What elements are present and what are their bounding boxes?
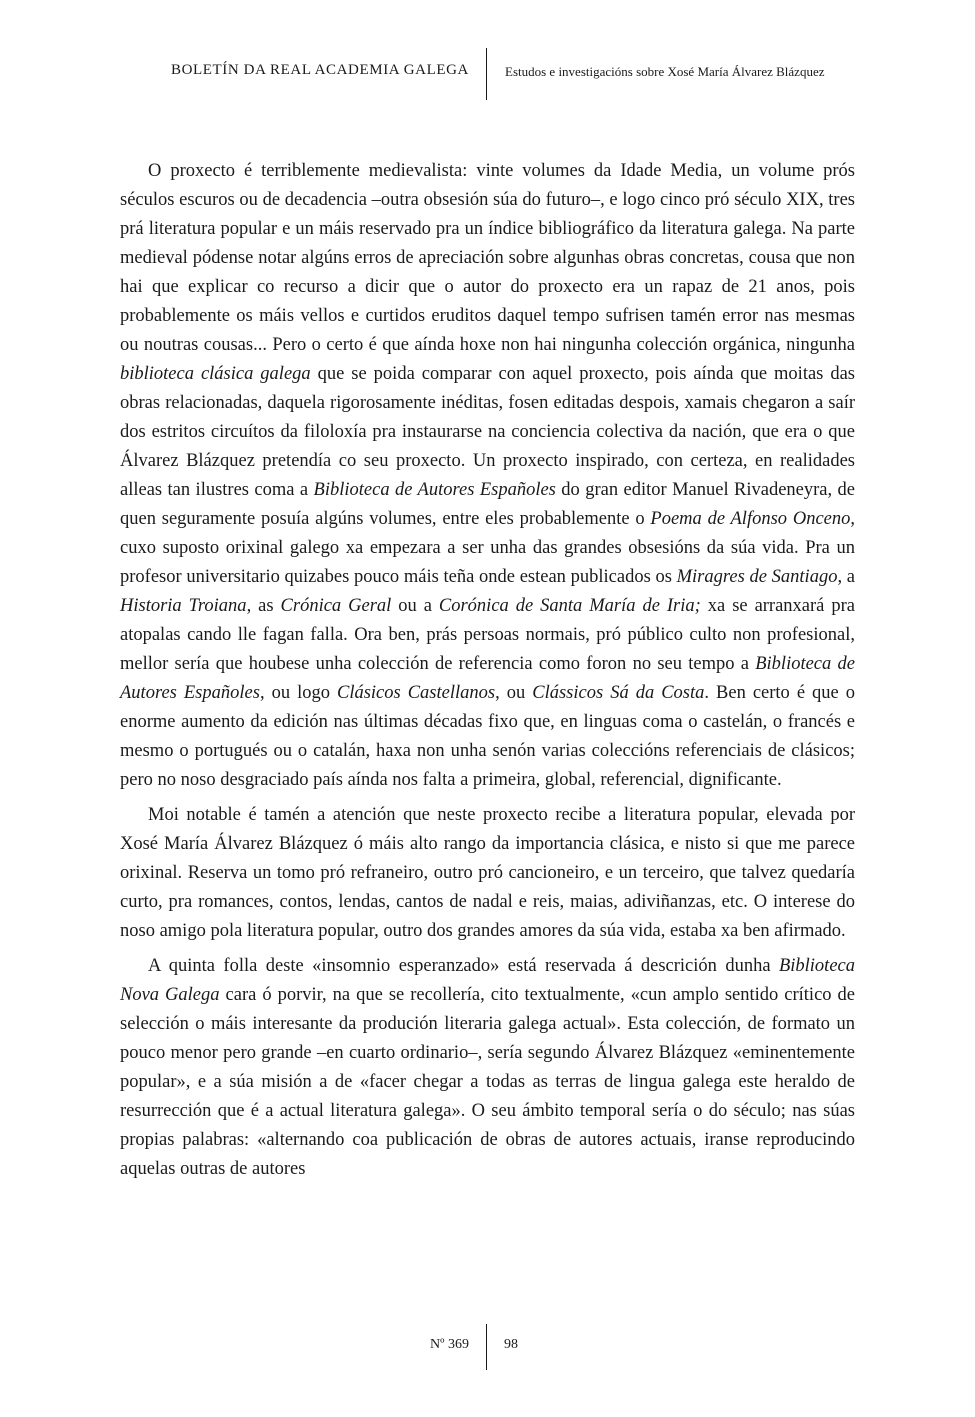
page-number: 98 (504, 1337, 518, 1352)
text-run: . Ben certo é que o enorme aumento da edición nas últimas décadas fixo que, en linguas coma o castelán, o francés e mesmo o portugués ou o catalán, haxa non unha senón varias coleccións referenciais de clásicos; pero no noso desgraciado país aínda nos falta a primeira, global, referencial, dignificante. (120, 683, 856, 790)
italic-title: Miragres de Santiago (676, 567, 838, 587)
text-run: , as (246, 596, 281, 616)
article-body (120, 157, 855, 1190)
section-title: Estudos e investigacións sobre Xosé María Álvarez Blázquez (505, 64, 825, 79)
text-run: , ou (495, 683, 533, 703)
paragraph (120, 801, 855, 946)
header-divider (486, 48, 487, 100)
italic-title: Biblioteca de Autores Españoles (313, 480, 556, 500)
italic-title: Clásicos Castellanos (336, 683, 496, 703)
paragraph (120, 157, 855, 795)
italic-title: Corónica de Santa María de Iria; (438, 596, 701, 616)
italic-title: Poema de Alfonso Onceno (650, 509, 851, 529)
paragraph (120, 952, 855, 1184)
footer-divider (486, 1324, 487, 1370)
text-run: cara ó porvir, na que se recollería, cito textualmente, «cun amplo sentido crítico de selección o máis interesante da produción literaria galega actual». Esta colección, de formato un pouco menor pero grande –en cuarto ordinario–, sería segundo Álvarez Blázquez «eminentemente popular», e a súa misión a de «facer chegar a todas as terras de lingua galega este heraldo de resurrección que é a actual literatura galega». O seu ámbito temporal sería o do século; nas súas propias palabras: «alternando coa publicación de obras de autores actuais, iranse reproducindo aquelas outras de autores (120, 985, 855, 1179)
text-run: , ou logo (259, 683, 337, 703)
text-run: do gran editor Manuel Rivadeneyra, de quen seguramente posuía algúns volumes, entre eles probablemente o (120, 480, 855, 529)
italic-title: Crónica Geral (280, 596, 392, 616)
text-run: que se poida comparar con aquel proxecto, pois aínda que moitas das obras relacionadas, daquela rigorosamente inéditas, fosen editadas despois, xamais chegaron a saír dos estritos circuítos da filoloxía pra instaurarse na conciencia colectiva da nación, que era o que Álvarez Blázquez pretendía co seu proxecto. Un proxecto inspirado, con certeza, en realidades alleas tan ilustres coma a (120, 364, 855, 500)
text-run: ou a (391, 596, 439, 616)
italic-title: Biblioteca Nova Galega (120, 956, 855, 1005)
text-run: O proxecto é terriblemente medievalista: vinte volumes da Idade Media, un volume prós séculos escuros ou de decadencia –outra obsesión súa do futuro–, e logo cinco pró século XIX, tres prá literatura popular e un máis reservado pra un índice bibliográfico da literatura galega. Na parte medieval pódense notar algúns erros de apreciación sobre algunhas obras concretas, cousa que non hai que explicar co recurso a dicir que o autor do proxecto era un rapaz de 21 anos, pois probablemente os máis vellos e curtidos eruditos daquel tempo sufrisen tamén error nas mesmas ou noutras cousas... Pero o certo é que aínda hoxe non hai ningunha colección orgánica, ningunha (120, 161, 855, 355)
text-run: Moi notable é tamén a atención que neste proxecto recibe a literatura popular, elevada por Xosé María Álvarez Blázquez ó máis alto rango da importancia clásica, e nisto si que me parece orixinal. Reserva un tomo pró refraneiro, outro pró cancioneiro, e un terceiro, que talvez quedaría curto, pra romances, contos, lendas, cantos de nadal e reis, maias, adiviñanzas, etc. O interese do noso amigo pola literatura popular, outro dos grandes amores da súa vida, estaba xa ben afirmado. (120, 805, 855, 941)
running-header (0, 48, 975, 100)
text-run: , cuxo suposto orixinal galego xa empezara a ser unha das grandes obsesións da súa vida. Pra un profesor universitario quizabes pouco máis teña onde estean publicados os (120, 509, 855, 587)
issue-number: Nº 369 (430, 1337, 469, 1352)
text-run: A quinta folla deste «insomnio esperanzado» está reservada á descrición dunha (148, 956, 779, 976)
italic-title: biblioteca clásica galega (120, 364, 311, 384)
running-footer (0, 1324, 975, 1370)
italic-title: Clássicos Sá da Costa (532, 683, 705, 703)
text-run: , a (837, 567, 855, 587)
text-run: xa se arranxará pra atopalas cando lle fagan falla. Ora ben, prás persoas normais, pró público culto non profesional, mellor sería que houbese unha colección de referencia como foron no seu tempo a (120, 596, 855, 674)
journal-title: BOLETÍN DA REAL ACADEMIA GALEGA (170, 62, 469, 78)
italic-title: Biblioteca de Autores Españoles (120, 654, 855, 703)
italic-title: Historia Troiana (120, 596, 247, 616)
